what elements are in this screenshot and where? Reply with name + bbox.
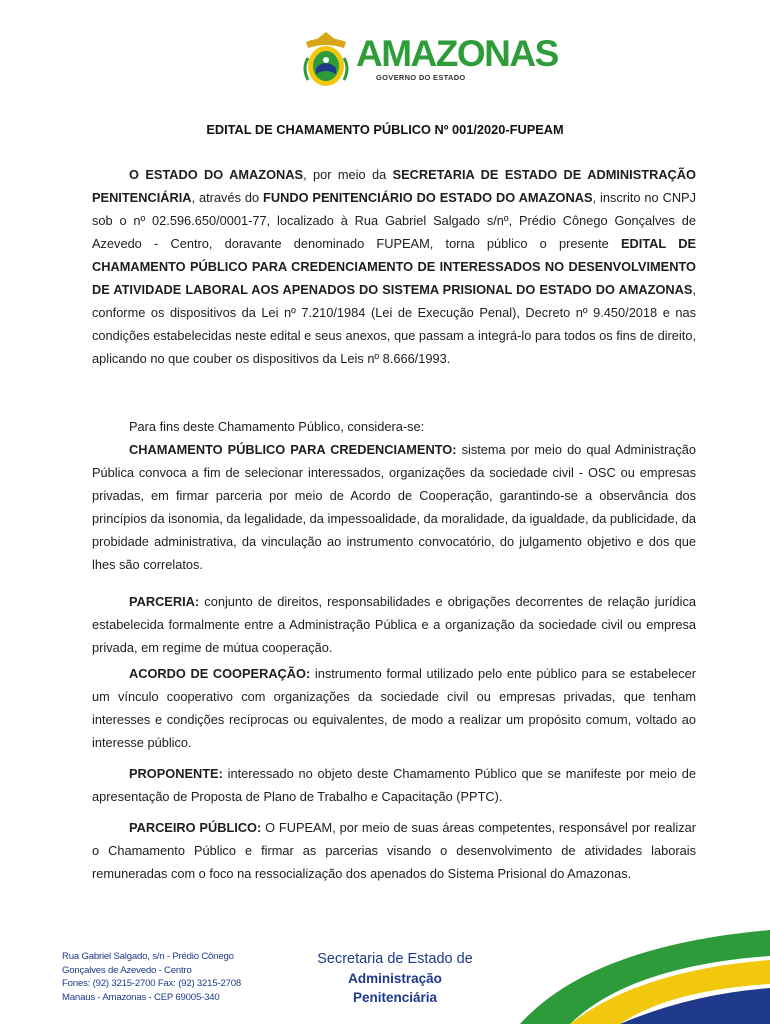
text-run: Para fins deste Chamamento Público, considera-se: (129, 419, 425, 434)
page-header (0, 20, 770, 90)
bold-text-run: O ESTADO DO AMAZONAS (129, 167, 304, 182)
definition-acordo (92, 662, 696, 754)
paragraph-text (92, 816, 696, 885)
text-run: , por meio da (303, 167, 393, 182)
bold-text-run: ACORDO DE COOPERAÇÃO: (129, 666, 311, 681)
text-run: instrumento formal utilizado pelo ente público para se estabelecer um vínculo cooperativo com organizações da sociedade civil ou empresas privadas, que tenham interesses e condições recíprocas ou equivalentes, de modo a realizar um propósito comum, voltado ao interesse público. (92, 666, 696, 750)
text-run: conjunto de direitos, responsabilidades e obrigações decorrentes de relação jurídica estabelecida formalmente entre a Administração Pública e a organização da sociedade civil ou empresa privada, em regime de mútua cooperação. (92, 594, 696, 655)
bold-text-run: SECRETARIA DE ESTADO DE ADMINISTRAÇÃO PENITENCIÁRIA (92, 167, 696, 205)
logo-subtitle: GOVERNO DO ESTADO (376, 73, 466, 82)
bold-text-run: FUNDO PENITENCIÁRIO DO ESTADO DO AMAZONAS (263, 190, 593, 205)
definition-chamamento (92, 415, 696, 576)
footer-address (62, 950, 241, 1004)
text-run: interessado no objeto deste Chamamento Público que se manifeste por meio de apresentação de Proposta de Plano de Trabalho e Capacitação (PPTC). (92, 766, 696, 804)
address-line: Rua Gabriel Salgado, s/n - Prédio Cônego (62, 951, 234, 962)
address-line: Gonçalves de Azevedo - Centro (62, 964, 192, 976)
text-run: O FUPEAM, por meio de suas áreas competentes, responsável por realizar o Chamamento Público e firmar as parcerias visando o desenvolvimento de atividades laborais remuneradas com o foco na ressocialização dos apenados do Sistema Prisional do Amazonas. (92, 820, 697, 881)
paragraph-text (92, 662, 696, 754)
paragraph-text (92, 438, 696, 576)
bold-text-run: EDITAL DE CHAMAMENTO PÚBLICO PARA CREDENCIAMENTO DE INTERESSADOS NO DESENVOLVIMENTO DE ATIVIDADE LABORAL AOS APENADOS DO SISTEMA PRISIONAL DO ESTADO DO AMAZONAS (92, 236, 696, 297)
text-run: , inscrito no CNPJ sob o nº 02.596.650/0001-77, localizado à Rua Gabriel Salgado s/nº, Prédio Cônego Gonçalves de Azevedo - Centro, doravante denominado FUPEAM, torna público o presente (92, 190, 696, 251)
org-line-3: Penitenciária (352, 990, 438, 1005)
footer-wave-graphic (500, 926, 770, 1024)
paragraph-text (92, 762, 696, 808)
coat-of-arms-icon (298, 28, 354, 88)
paragraph-text (92, 163, 696, 370)
text-run: sistema por meio do qual Administração Pública convoca a fim de selecionar interessados, organizações da sociedade civil - OSC ou empresas privadas, em firmar parceria por meio de Acordo de Cooperação, garantindo-se a observância dos princípios da isonomia, da legalidade, da impessoalidade, da moralidade, da igualdade, da publicidade, da probidade administrativa, da vinculação ao instrumento convocatório, do julgamento objetivo e dos que lhes são correlatos. (92, 442, 697, 572)
bold-text-run: CHAMAMENTO PÚBLICO PARA CREDENCIAMENTO: (129, 442, 457, 457)
definition-proponente (92, 762, 696, 808)
bold-text-run: PARCEIRO PÚBLICO: (129, 820, 262, 835)
logo-wordmark: AMAZONAS (356, 33, 558, 74)
preamble-paragraph (92, 163, 696, 370)
address-line: Manaus - Amazonas - CEP 69005-340 (62, 991, 220, 1003)
text-run: , conforme os dispositivos da Lei nº 7.210/1984 (Lei de Execução Penal), Decreto nº 9.450/2018 e nas condições estabelecidas neste edital e seus anexos, que passam a integrá-lo para todos os fins de direito, aplicando no que couber os dispositivos da Leis nº 8.666/1993. (92, 282, 696, 366)
definition-parceiro-publico (92, 816, 696, 885)
bold-text-run: PARCERIA: (129, 594, 200, 609)
paragraph-text (92, 590, 696, 659)
document-title: EDITAL DE CHAMAMENTO PÚBLICO Nº 001/2020-FUPEAM (206, 122, 564, 137)
footer-organization (300, 950, 490, 1007)
address-line: Fones: (92) 3215-2700 Fax: (92) 3215-2708 (62, 978, 241, 989)
definitions-intro (92, 415, 696, 438)
definition-parceria (92, 590, 696, 659)
org-line-2: Administração (348, 971, 442, 986)
text-run: , através do (191, 190, 264, 205)
org-line-1: Secretaria de Estado de (317, 951, 473, 967)
bold-text-run: PROPONENTE: (129, 766, 223, 781)
